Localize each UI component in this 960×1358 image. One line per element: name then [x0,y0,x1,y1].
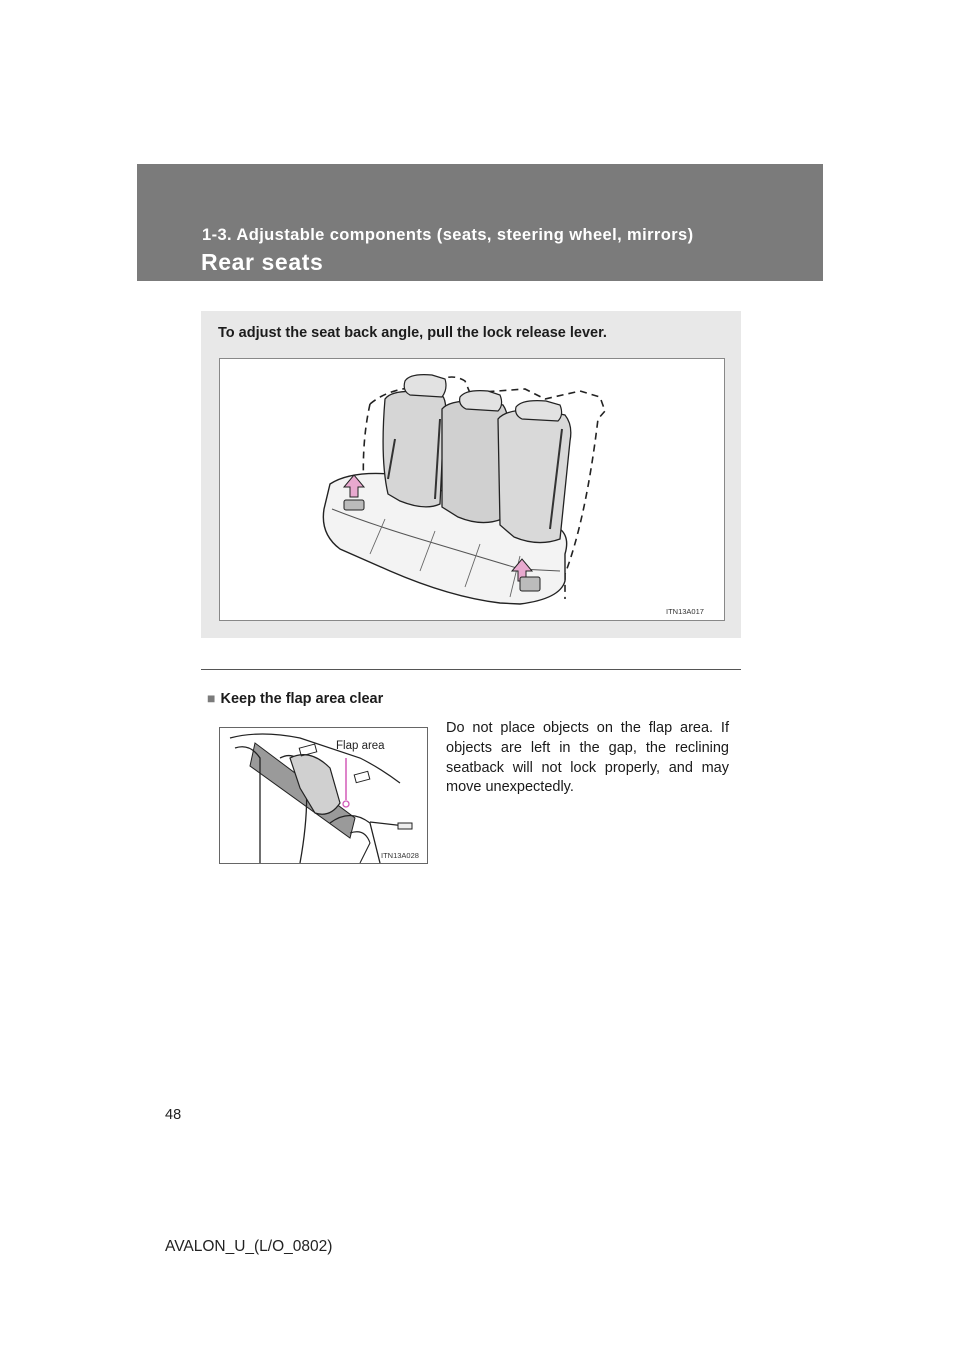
page-number: 48 [165,1107,182,1123]
section-divider [201,669,741,670]
instruction-text: To adjust the seat back angle, pull the lock release lever. [218,325,607,341]
section-label: 1-3. Adjustable components (seats, steering wheel, mirrors) [202,226,694,244]
flap-area-label: Flap area [336,740,385,752]
bullet-icon: ■ [207,690,216,706]
rear-seat-drawing [220,359,724,620]
page-title: Rear seats [201,249,324,275]
figure-code-2: ITN13A028 [381,851,419,860]
note-heading-text: Keep the flap area clear [220,691,384,707]
note-heading [207,690,383,707]
note-body-text: Do not place objects on the flap area. If objects are left in the gap, the reclining seatback will not lock properly, and may move unexpectedly. [446,720,729,796]
flap-area-drawing [220,728,427,863]
instruction-box [201,311,741,638]
figure-code: ITN13A017 [666,607,704,616]
header-band [137,164,823,281]
document-code: AVALON_U_(L/O_0802) [165,1238,333,1255]
flap-area-illustration [219,727,428,864]
rear-seat-illustration [219,358,725,621]
